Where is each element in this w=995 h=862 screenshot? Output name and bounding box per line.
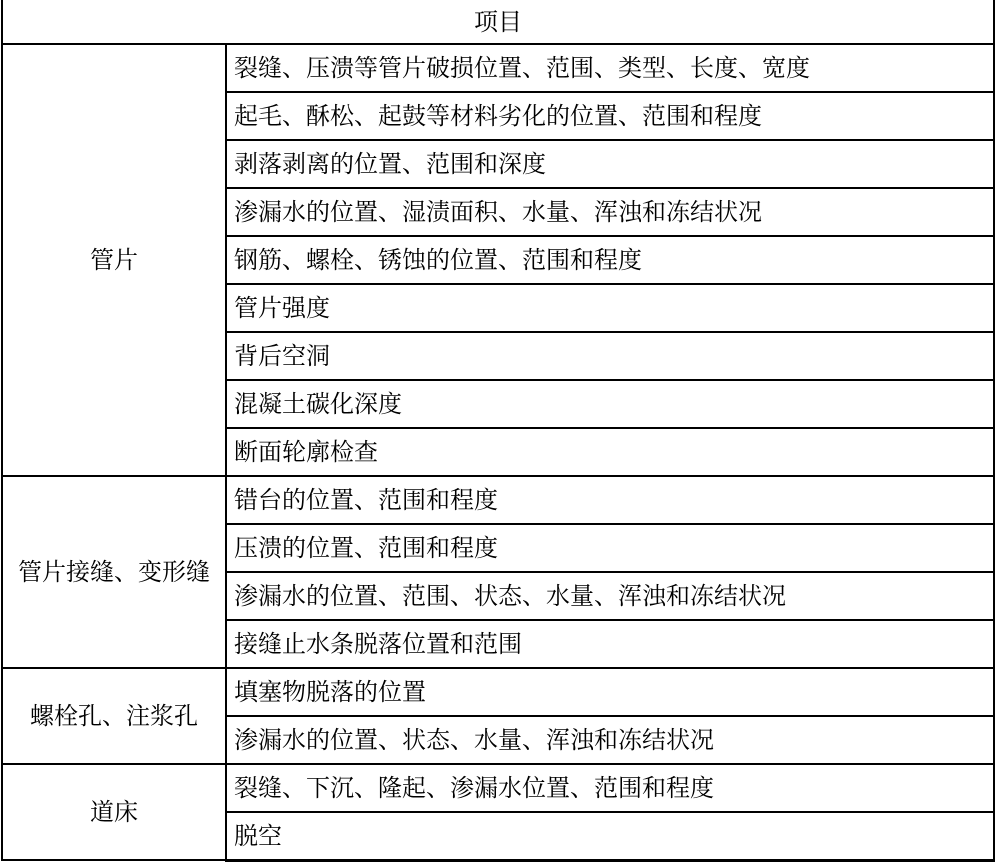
- table-header-row: [2, 0, 994, 44]
- item-cell: 混凝土碳化深度: [226, 380, 994, 428]
- item-cell: 渗漏水的位置、状态、水量、浑浊和冻结状况: [226, 716, 994, 764]
- item-cell: 填塞物脱落的位置: [226, 668, 994, 716]
- category-cell: 管片接缝、变形缝: [2, 476, 226, 668]
- table-header-cell: 项目: [2, 0, 994, 44]
- item-cell: 压溃的位置、范围和程度: [226, 524, 994, 572]
- item-cell: 起毛、酥松、起鼓等材料劣化的位置、范围和程度: [226, 92, 994, 140]
- item-cell: 裂缝、下沉、隆起、渗漏水位置、范围和程度: [226, 764, 994, 812]
- category-cell: 管片: [2, 44, 226, 476]
- item-cell: 渗漏水的位置、范围、状态、水量、浑浊和冻结状况: [226, 572, 994, 620]
- item-cell: 渗漏水的位置、湿渍面积、水量、浑浊和冻结状况: [226, 188, 994, 236]
- inspection-items-table: [1, 0, 995, 862]
- table-row: [2, 668, 994, 716]
- item-cell: 裂缝、压溃等管片破损位置、范围、类型、长度、宽度: [226, 44, 994, 92]
- table-row: [2, 476, 994, 524]
- item-cell: 脱空: [226, 812, 994, 860]
- item-cell: 管片强度: [226, 284, 994, 332]
- item-cell: 钢筋、螺栓、锈蚀的位置、范围和程度: [226, 236, 994, 284]
- item-cell: 错台的位置、范围和程度: [226, 476, 994, 524]
- table-row: [2, 764, 994, 812]
- category-cell: 道床: [2, 764, 226, 860]
- table-row: [2, 44, 994, 92]
- item-cell: 背后空洞: [226, 332, 994, 380]
- category-cell: 螺栓孔、注浆孔: [2, 668, 226, 764]
- item-cell: 接缝止水条脱落位置和范围: [226, 620, 994, 668]
- item-cell: 断面轮廓检查: [226, 428, 994, 476]
- item-cell: 剥落剥离的位置、范围和深度: [226, 140, 994, 188]
